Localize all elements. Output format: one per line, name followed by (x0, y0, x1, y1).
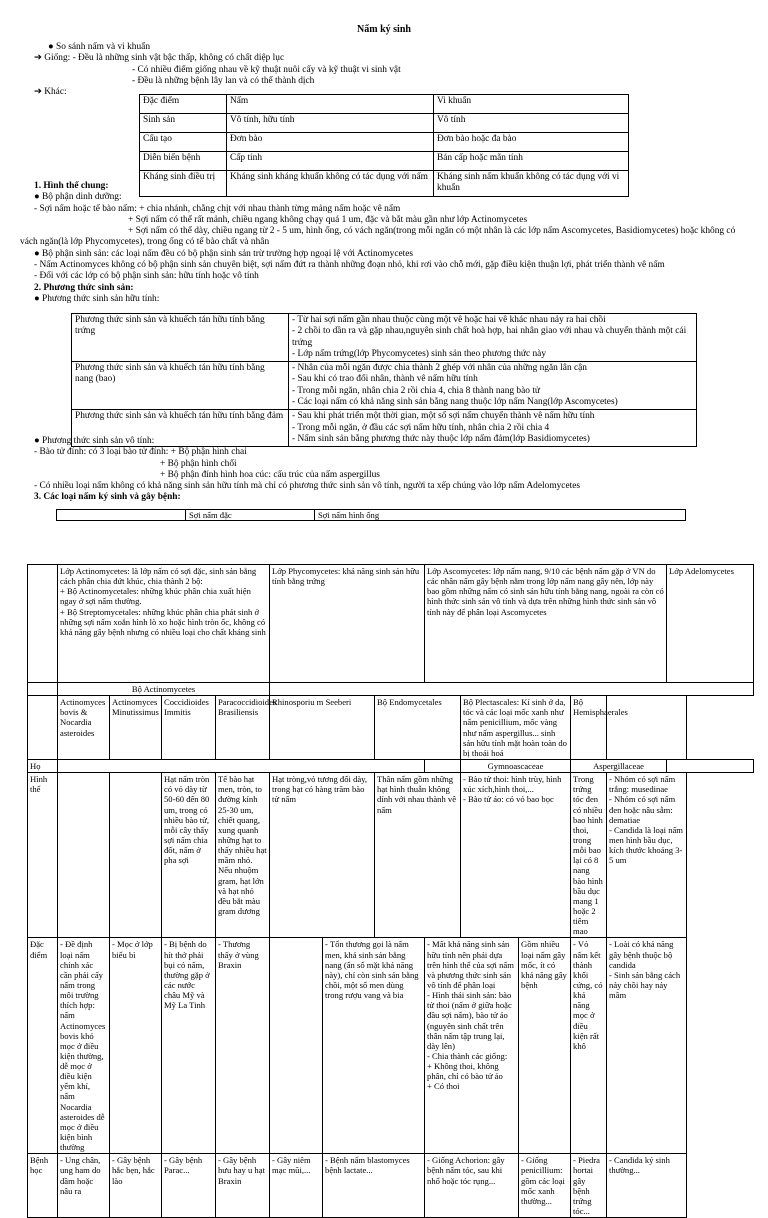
table-cell: Vô tính, hữu tính (227, 114, 434, 133)
hyphae-type-table (56, 509, 686, 521)
table-cell (270, 683, 754, 696)
table-cell: Actinomyces bovis & Nocardia asteroides (58, 696, 110, 760)
section-asexual-reproduction (20, 433, 750, 504)
table-cell: Kháng sinh kháng khuẩn không có tác dụng với nấm (227, 171, 434, 197)
text-line: - Bào tử đính: có 3 loại bào tử đính: + Bộ phận hình chai (34, 447, 247, 458)
table-cell: - Gây bệnh hưu hay u hạt Braxin (216, 1154, 270, 1218)
table-cell (607, 696, 687, 760)
text-line: 2. Phương thức sinh sản: (34, 282, 134, 293)
table-cell: - Giống Achorion: gây bệnh nấm tóc, sau khi nhổ hoặc tóc rụng... (425, 1154, 519, 1218)
text-line: - Sợi nấm hoặc tế bào nấm: + chia nhánh, chằng chịt với nhau thành từng mảng nấm hoặc vê nấm (34, 203, 401, 214)
section-general-morphology (20, 181, 750, 305)
table-header-cell: Vi khuẩn (434, 95, 629, 114)
comparison-intro (34, 42, 734, 98)
fungi-classification-table (27, 564, 754, 1218)
tiny-table-cell (57, 510, 186, 521)
table-cell: - Ung chân, ung ham do dầm hoặc nâu ra (58, 1154, 110, 1218)
text-line: - Đối với các lớp có bộ phận sinh sản: hữu tính hoặc vô tính (34, 271, 259, 282)
text-line: ➔ Giống: - Đều là những sinh vật bậc thấp, không có chất diệp lục (34, 53, 285, 64)
text-line: ➔ Khác: (34, 87, 67, 98)
table-cell: Hạt tròng,vỏ tương đối dày, trong hạt có hàng trăm bào tử nấm (270, 773, 375, 938)
table-header-cell: Nấm (227, 95, 434, 114)
table-cell: Kháng sinh nấm khuẩn không có tác dụng với vi khuẩn (434, 171, 629, 197)
table-cell: Coccidioides Immitis (162, 696, 216, 760)
table-cell: - Thương thấy ở vùng Braxin (216, 938, 270, 1154)
reproduction-detail-cell (289, 314, 697, 362)
table-header-cell: Đặc điểm (140, 95, 227, 114)
table-cell: - Gây bệnh Parac... (162, 1154, 216, 1218)
reproduction-detail-cell (289, 362, 697, 410)
detail-line: - Các loại nấm có khả năng sinh sản bằng nang thuộc lớp nấm Nang(lớp Ascomycetes) (292, 396, 618, 407)
table-cell: - Vỏ nấm kết thành khối cứng, có khả năng mọc ở điều kiện rất khô (571, 938, 607, 1154)
table-cell: Bộ Hemisphaerales (571, 696, 607, 760)
text-line: + Sợi nấm có thể dày, chiều ngang từ 2 - 5 um, hình ống, có vách ngăn(trong mỗi ngăn có một nhân là các lớp nấm Ascomycetes, Basidiomycetes) hoặc không có (128, 226, 736, 237)
table-cell: Paracoccidioides Brasiliensis (216, 696, 270, 760)
text-line: + Sợi nấm có thể rất mảnh, chiều ngang không chạy quá 1 um, đặc và bắt màu gần như lớp Actinomycetes (128, 214, 528, 225)
table-cell: Lớp Actinomycetes: là lớp nấm có sợi đặc, sinh sản bằng cách phân chia đứt khúc, chia thành 2 bộ: + Bộ Actinomycetales: những khúc phân chia xuất hiện ngay ở sợi nấm thường. + Bộ Streptomycetales: những khúc phân chia phát sinh ở những sợi nấm xoắn hình lò xo hoặc hình tròn ốc, không có khả năng gây bệnh nhưng có nhiều loại cho chất kháng sinh (58, 565, 270, 683)
text-line: 1. Hình thể chung: (34, 181, 109, 191)
detail-line: - Từ hai sợi nấm gần nhau thuộc cùng một vê hoặc hai vê khác nhau nảy ra hai chồi (292, 315, 606, 325)
reproduction-method-cell: Phương thức sinh sản và khuếch tán hữu tính bằng nang (bao) (72, 362, 289, 410)
table-cell: - Đề định loại nấm chính xác cần phải cấy nấm trong môi trường thích hợp: nấm Actinomyces bovis khó mọc ở điều kiện thường, dễ mọc ở điều kiện yếm khí, nấm Nocardia asteroides dễ mọc ở điều kiện bình thường (58, 938, 110, 1154)
text-line: 3. Các loại nấm ký sinh và gây bệnh: (34, 492, 181, 503)
table-cell (425, 759, 461, 772)
text-line: ● Phương thức sinh sản vô tính: (34, 436, 155, 446)
table-cell: - Gây bệnh hắc bẹn, hắc lào (110, 1154, 162, 1218)
table-cell: Sinh sản (140, 114, 227, 133)
table-cell: Đơn bào (227, 133, 434, 152)
table-cell: - Gây niêm mạc mũi,... (270, 1154, 323, 1218)
table-cell: Hạt nấm tròn có vỏ dày từ 50-60 đến 80 um, trong có nhiều bào tử, mỗi cây thấy sợi nấm chia đốt, nấm ở pha sợi (162, 773, 216, 938)
table-cell: - Bệnh nấm blastomyces bệnh lactate... (323, 1154, 425, 1218)
detail-line: - 2 chồi to dần ra và gặp nhau,nguyên sinh chất hoà hợp, hai nhân giao với nhau và chuyển thành một cái trứng (292, 326, 687, 348)
detail-line: - Sau khi phát triển một thời gian, một số sợi nấm chuyển thành vê nấm hữu tính (292, 411, 595, 422)
text-line: + Bộ phận hình chổi (160, 458, 237, 469)
table-cell: Kháng sinh điều trị (140, 171, 227, 197)
detail-line: - Nấm sinh sản bằng phương thức này thuộc lớp nấm đảm(lớp Basidiomycetes) (292, 433, 590, 444)
table-cell (58, 773, 110, 938)
table-cell: Họ (28, 759, 58, 772)
table-cell: - Bào tử thoi: hình trùy, hình xúc xích,hình thoi,... - Bào tử áo: có vỏ bao bọc (461, 773, 571, 938)
text-line: vách ngăn(là lớp Phycomycetes), trong ống có tế bào chất và nhân (20, 237, 270, 248)
table-cell: Aspergillaceae (571, 759, 667, 772)
table-cell (110, 773, 162, 938)
text-line: - Đều là những bệnh lây lan và có thể thành dịch (132, 75, 315, 86)
text-line: ● Bộ phận dinh dưỡng: (34, 192, 122, 203)
table-cell: Tế bào hạt men, tròn, to đường kính 25-30 um, chiết quang, xung quanh những hạt to thấy nhiều hạt mầm nhỏ. Nếu nhuộm gram, hạt lớn và hạt nhỏ đều bắt màu gram dương (216, 773, 270, 938)
detail-line: - Trong mỗi ngăn, ở đầu các sợi nấm hữu tính, nhân chia 2 rồi chia 4 (292, 422, 550, 433)
table-cell: - Mất khả năng sinh sản hữu tính nên phải dựa trên hình thể của sợi nấm và phương thức sinh sản vô tính để phân loại - Hình thái sinh sản: bào tử thoi (nấm ở giữa hoặc đầu sợi nấm), bào tử áo (nguyên sinh chất trên thân nấm tập trung lại, dày lên) - Chia thành các giống: + Không thoi, không phân, chỉ có bào tử áo + Có thoi (425, 938, 519, 1154)
reproduction-method-cell: Phương thức sinh sản và khuếch tán hữu tính bằng trứng (72, 314, 289, 362)
table-cell: Rhinosporiu m Seeberi (270, 696, 375, 760)
table-cell: Lớp Phycomycetes: khả năng sinh sản hữu tính bằng trứng (270, 565, 425, 683)
text-line: ● Phương thức sinh sản hữu tính: (34, 293, 160, 304)
table-cell (270, 938, 323, 1154)
table-cell: Cấu tạo (140, 133, 227, 152)
table-cell: Lớp Adelomycetes (667, 565, 754, 683)
table-cell: Đặc điểm (28, 938, 58, 1154)
table-cell: - Giống penicillium: gồm các loại mốc xanh thường... (519, 1154, 571, 1218)
table-cell: Bộ Actinomycetes (58, 683, 270, 696)
text-line: ● Bộ phận sinh sản: các loại nấm đều có bộ phận sinh sản trừ trường hợp ngoại lệ với Actinomycetes (34, 248, 414, 259)
table-cell: Vô tính (434, 114, 629, 133)
table-cell: Bộ Plectascales: Kí sinh ở da, tóc và các loại mốc xanh như nấm penicillium, mốc vàng như nấm aspergillus... sinh sản hữu tính mặt hoàn toàn do bị thoái hoá (461, 696, 571, 760)
tiny-table-cell: Sợi nấm hình ống (315, 510, 686, 521)
table-cell (28, 696, 58, 760)
table-cell: Đơn bào hoặc đa bào (434, 133, 629, 152)
table-cell: Bệnh học (28, 1154, 58, 1218)
table-cell: Actinomyces Minutissimus (110, 696, 162, 760)
table-cell: Gymnoascaceae (461, 759, 571, 772)
table-cell: - Piedra hortai gây bệnh trứng tóc... (571, 1154, 607, 1218)
sexual-reproduction-table (71, 313, 697, 447)
table-cell: Cấp tính (227, 152, 434, 171)
table-cell: - Candida ký sinh thường... (607, 1154, 687, 1218)
table-cell (28, 683, 58, 696)
table-cell (667, 759, 754, 772)
table-cell: - Mọc ở lớp biểu bì (110, 938, 162, 1154)
table-cell: Hình thể (28, 773, 58, 938)
table-cell: - Nhóm có sợi nấm trắng: musedinae - Nhóm có sợi nấm đen hoặc nâu sẫm: dematiae - Candida là loại nấm men hình bầu dục, kích thước khoảng 3-5 um (607, 773, 687, 938)
table-cell: Gồm nhiều loại nấm gây mốc, ít có khả năng gây bệnh (519, 938, 571, 1154)
detail-line: - Sau khi có trao đổi nhân, thành vê nấm hữu tính (292, 374, 478, 385)
table-cell: Thân nấm gồm những hạt hình thuẫn không dính với nhau thành vê nấm (375, 773, 461, 938)
reproduction-method-cell: Phương thức sinh sản và khuếch tán hữu tính bằng đảm (72, 410, 289, 447)
text-line: - Có nhiều loại nấm không có khả năng sinh sản hữu tính mà chỉ có phương thức sinh sản vô tính, người ta xếp chúng vào lớp nấm Adelomycetes (34, 481, 581, 492)
table-cell (28, 565, 58, 683)
table-cell: - Tổn thương gọi là nấm men, khả sinh sản bằng nang (ẩn số mặt khả năng này), chỉ còn sinh sản bằng chồi, một số men dùng trong rượu vang và bia (323, 938, 425, 1154)
tiny-table-cell: Sợi nấm đặc (186, 510, 315, 521)
table-cell: Diễn biến bệnh (140, 152, 227, 171)
text-line: ● So sánh nấm và vi khuẩn (48, 42, 151, 52)
table-cell (58, 759, 425, 772)
page-title: Nấm ký sinh (357, 24, 411, 35)
detail-line: - Trong mỗi ngăn, nhân chia 2 rồi chia 4, chia 8 thành nang bào tử (292, 385, 541, 396)
text-line: + Bộ phận đính hình hoa cúc: cấu trúc của nấm aspergillus (160, 469, 380, 480)
table-cell: Lớp Ascomycetes: lớp nấm nang, 9/10 các bệnh nấm gặp ở VN do các nhân nấm gây bệnh nằm trong lớp nấm nang gây nên, lớp này bao gồm những nấm có sinh sản hữu tính bằng nang, ngoài ra còn có hình thức sinh sản vô tính và dựa trên những hình thức sinh sản vô tính này để phân loại Ascomycetes (425, 565, 667, 683)
detail-line: - Nhân của mỗi ngăn được chia thành 2 ghép với nhân của những ngăn lân cận (292, 363, 587, 374)
table-cell: - Loài có khả năng gây bệnh thuộc bộ candida - Sinh sản bằng cách nảy chồi hay nảy mầm (607, 938, 687, 1154)
text-line: - Có nhiều điểm giống nhau về kỹ thuật nuôi cấy và kỹ thuật vi sinh vật (132, 64, 401, 75)
table-cell: - Bị bệnh do hít thở phải bụi có nấm, thường gặp ở các nước châu Mỹ và Mỹ La Tinh (162, 938, 216, 1154)
table-cell: Bộ Endomycetales (375, 696, 461, 760)
table-cell: Trong trứng tóc đen có nhiều bao hình thoi, trong mỗi bao lại có 8 nang bào hình bầu dục mang 1 hoặc 2 tiêm mao (571, 773, 607, 938)
text-line: - Nấm Actinomyces không có bộ phận sinh sản chuyên biệt, sợi nấm đứt ra thành những đoạn nhỏ, khi rơi vào chỗ mới, gặp điều kiện thuận lợi, phát triển thành vê nấm (34, 259, 665, 270)
detail-line: - Lớp nấm trứng(lớp Phycomycetes) sinh sản theo phương thức này (292, 348, 547, 359)
table-cell: Bán cấp hoặc mãn tính (434, 152, 629, 171)
